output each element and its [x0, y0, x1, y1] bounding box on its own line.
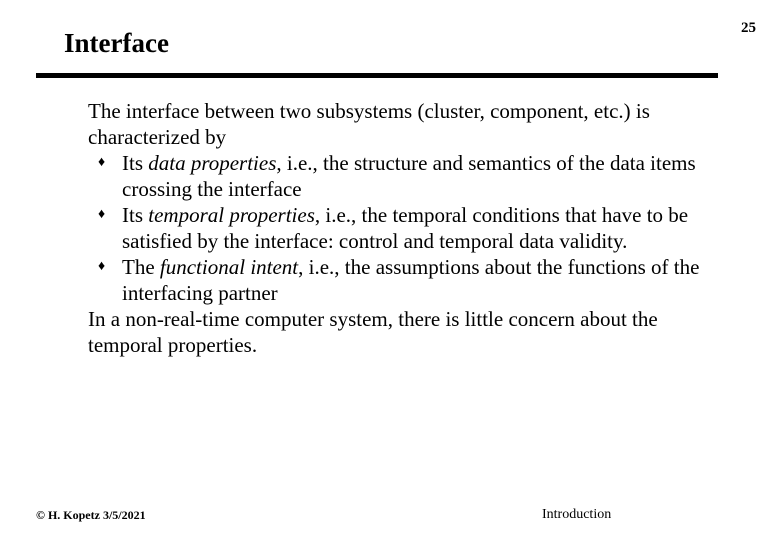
- bullet-prefix: Its: [122, 203, 149, 227]
- footer-section: Introduction: [542, 507, 612, 522]
- bullet-prefix: Its: [122, 151, 149, 175]
- title-divider: [36, 73, 718, 78]
- slide-body: [88, 98, 708, 358]
- footer-author-date: © H. Kopetz 3/5/2021: [36, 508, 146, 522]
- bullet-text: , i.e., the temporal conditions that have to be satisfied by the interface: control and temporal data validity.: [122, 203, 689, 253]
- bullet-temporal-properties: [88, 202, 708, 254]
- diamond-bullet-icon: ♦: [98, 207, 106, 222]
- bullet-text: , i.e., the structure and semantics of the data items crossing the interface: [122, 151, 696, 201]
- intro-paragraph: The interface between two subsystems (cluster, component, etc.) is characterized by: [88, 99, 650, 149]
- diamond-bullet-icon: ♦: [98, 259, 106, 274]
- page-number: 25: [741, 20, 756, 36]
- diamond-bullet-icon: ♦: [98, 155, 106, 170]
- bullet-term: temporal properties: [148, 203, 315, 227]
- bullet-text: , i.e., the assumptions about the functions of the interfacing partner: [122, 255, 700, 305]
- bullet-prefix: The: [122, 255, 160, 279]
- conclusion-paragraph: In a non-real-time computer system, there is little concern about the temporal properties.: [88, 307, 658, 357]
- slide-title: Interface: [64, 28, 169, 58]
- bullet-functional-intent: [88, 254, 708, 306]
- bullet-term: functional intent: [159, 255, 299, 279]
- bullet-data-properties: [88, 150, 708, 202]
- bullet-term: data properties: [148, 151, 277, 175]
